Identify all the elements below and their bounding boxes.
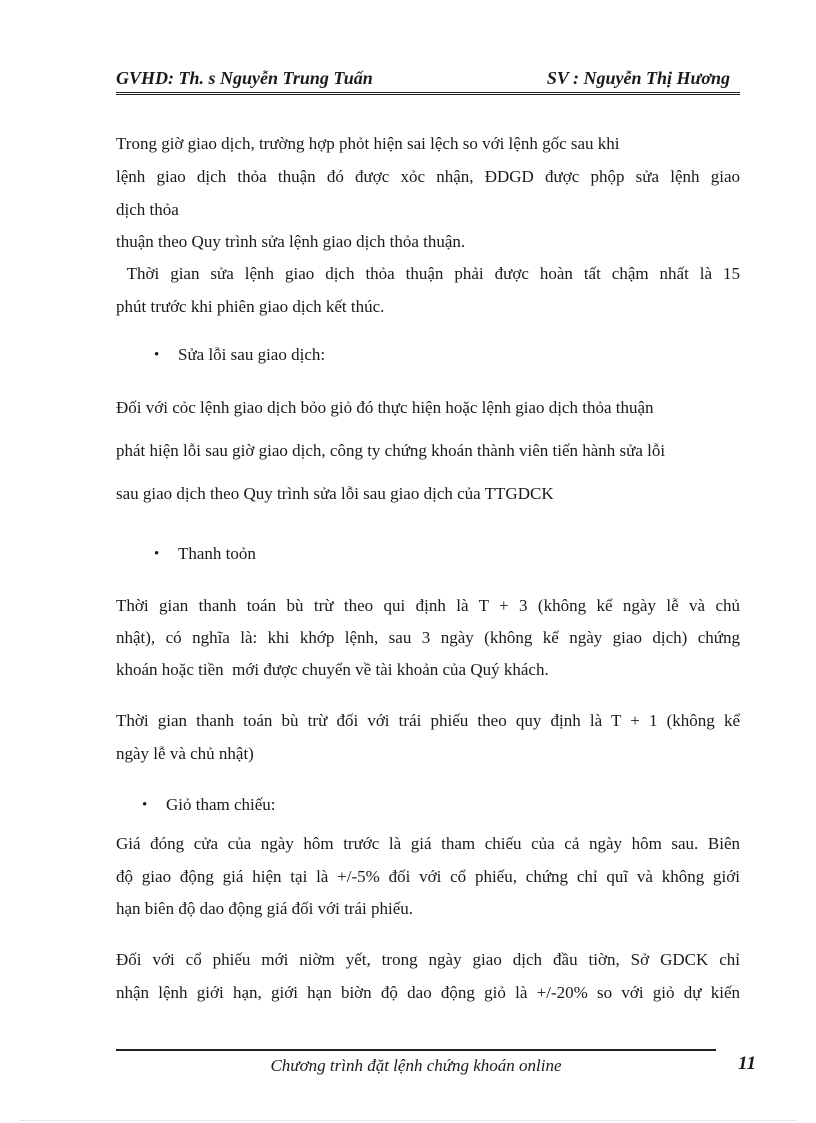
footer-title: Chương trình đặt lệnh chứng khoán online <box>270 1056 562 1075</box>
bullet-item: • Thanh toỏn <box>178 544 738 564</box>
text-line: Trong giờ giao dịch, trường hợp phỏt hiện sai lệch so với lệnh gốc sau khi <box>116 134 620 153</box>
text-line: độ giao động giá hiện tại là +/-5% đối với cổ phiếu, chứng chỉ quĩ và không giới <box>116 867 740 886</box>
text-line: Đối với cổ phiếu mới niờm yết, trong ngày giao dịch đầu tiờn, Sở GDCK chỉ <box>116 950 740 969</box>
text-line: lệnh giao dịch thỏa thuận đó được xỏc nhận, ĐDGD được phộp sửa lệnh giao <box>116 167 740 186</box>
text-line: ngày lễ và chủ nhật) <box>116 744 254 763</box>
text-line: Thời gian thanh toán bù trừ theo qui định là T + 3 (không kể ngày lễ và chủ <box>116 596 740 615</box>
page-number: 11 <box>738 1053 756 1074</box>
text-line: hạn biên độ dao động giá đối với trái phiếu. <box>116 899 413 918</box>
text-line: phát hiện lỗi sau giờ giao dịch, công ty chứng khoán thành viên tiến hành sửa lỗi <box>116 441 666 460</box>
text-line: Thời gian sửa lệnh giao dịch thỏa thuận phải được hoàn tất chậm nhất là 15 <box>116 264 740 283</box>
bullet-item: • Sửa lỗi sau giao dịch: <box>178 345 738 365</box>
text-line: nhận lệnh giới hạn, giới hạn biờn độ dao động giỏ là +/-20% so với giỏ dự kiến <box>116 983 740 1002</box>
student-name: SV : Nguyễn Thị Hương <box>546 68 730 88</box>
supervisor-name: GVHD: Th. s Nguyễn Trung Tuấn <box>116 68 373 88</box>
text-line: Thời gian thanh toán bù trừ đối với trái phiếu theo quy định là T + 1 (không kể <box>116 711 740 730</box>
text-line: khoán hoặc tiền mới được chuyển về tài khoản của Quý khách. <box>116 660 549 679</box>
text-line: sau giao dịch theo Quy trình sửa lỗi sau giao dịch của TTGDCK <box>116 484 554 503</box>
bullet-item: • Giỏ tham chiếu: <box>166 795 738 815</box>
page-header <box>116 68 740 95</box>
text-line: thuận theo Quy trình sửa lệnh giao dịch thỏa thuận. <box>116 232 466 251</box>
text-line: Giá đóng cửa của ngày hôm trước là giá tham chiếu của cả ngày hôm sau. Biên <box>116 834 740 853</box>
footer-divider <box>116 1049 716 1051</box>
text-line: nhật), có nghĩa là: khi khớp lệnh, sau 3 ngày (không kể ngày giao dịch) chứng <box>116 628 740 647</box>
text-line: Đối với cỏc lệnh giao dịch bỏo giỏ đó thực hiện hoặc lệnh giao dịch thỏa thuận <box>116 398 654 417</box>
text-line: dịch thỏa <box>116 200 179 219</box>
page-edge-divider <box>20 1120 796 1121</box>
text-line: phút trước khi phiên giao dịch kết thúc. <box>116 297 385 316</box>
